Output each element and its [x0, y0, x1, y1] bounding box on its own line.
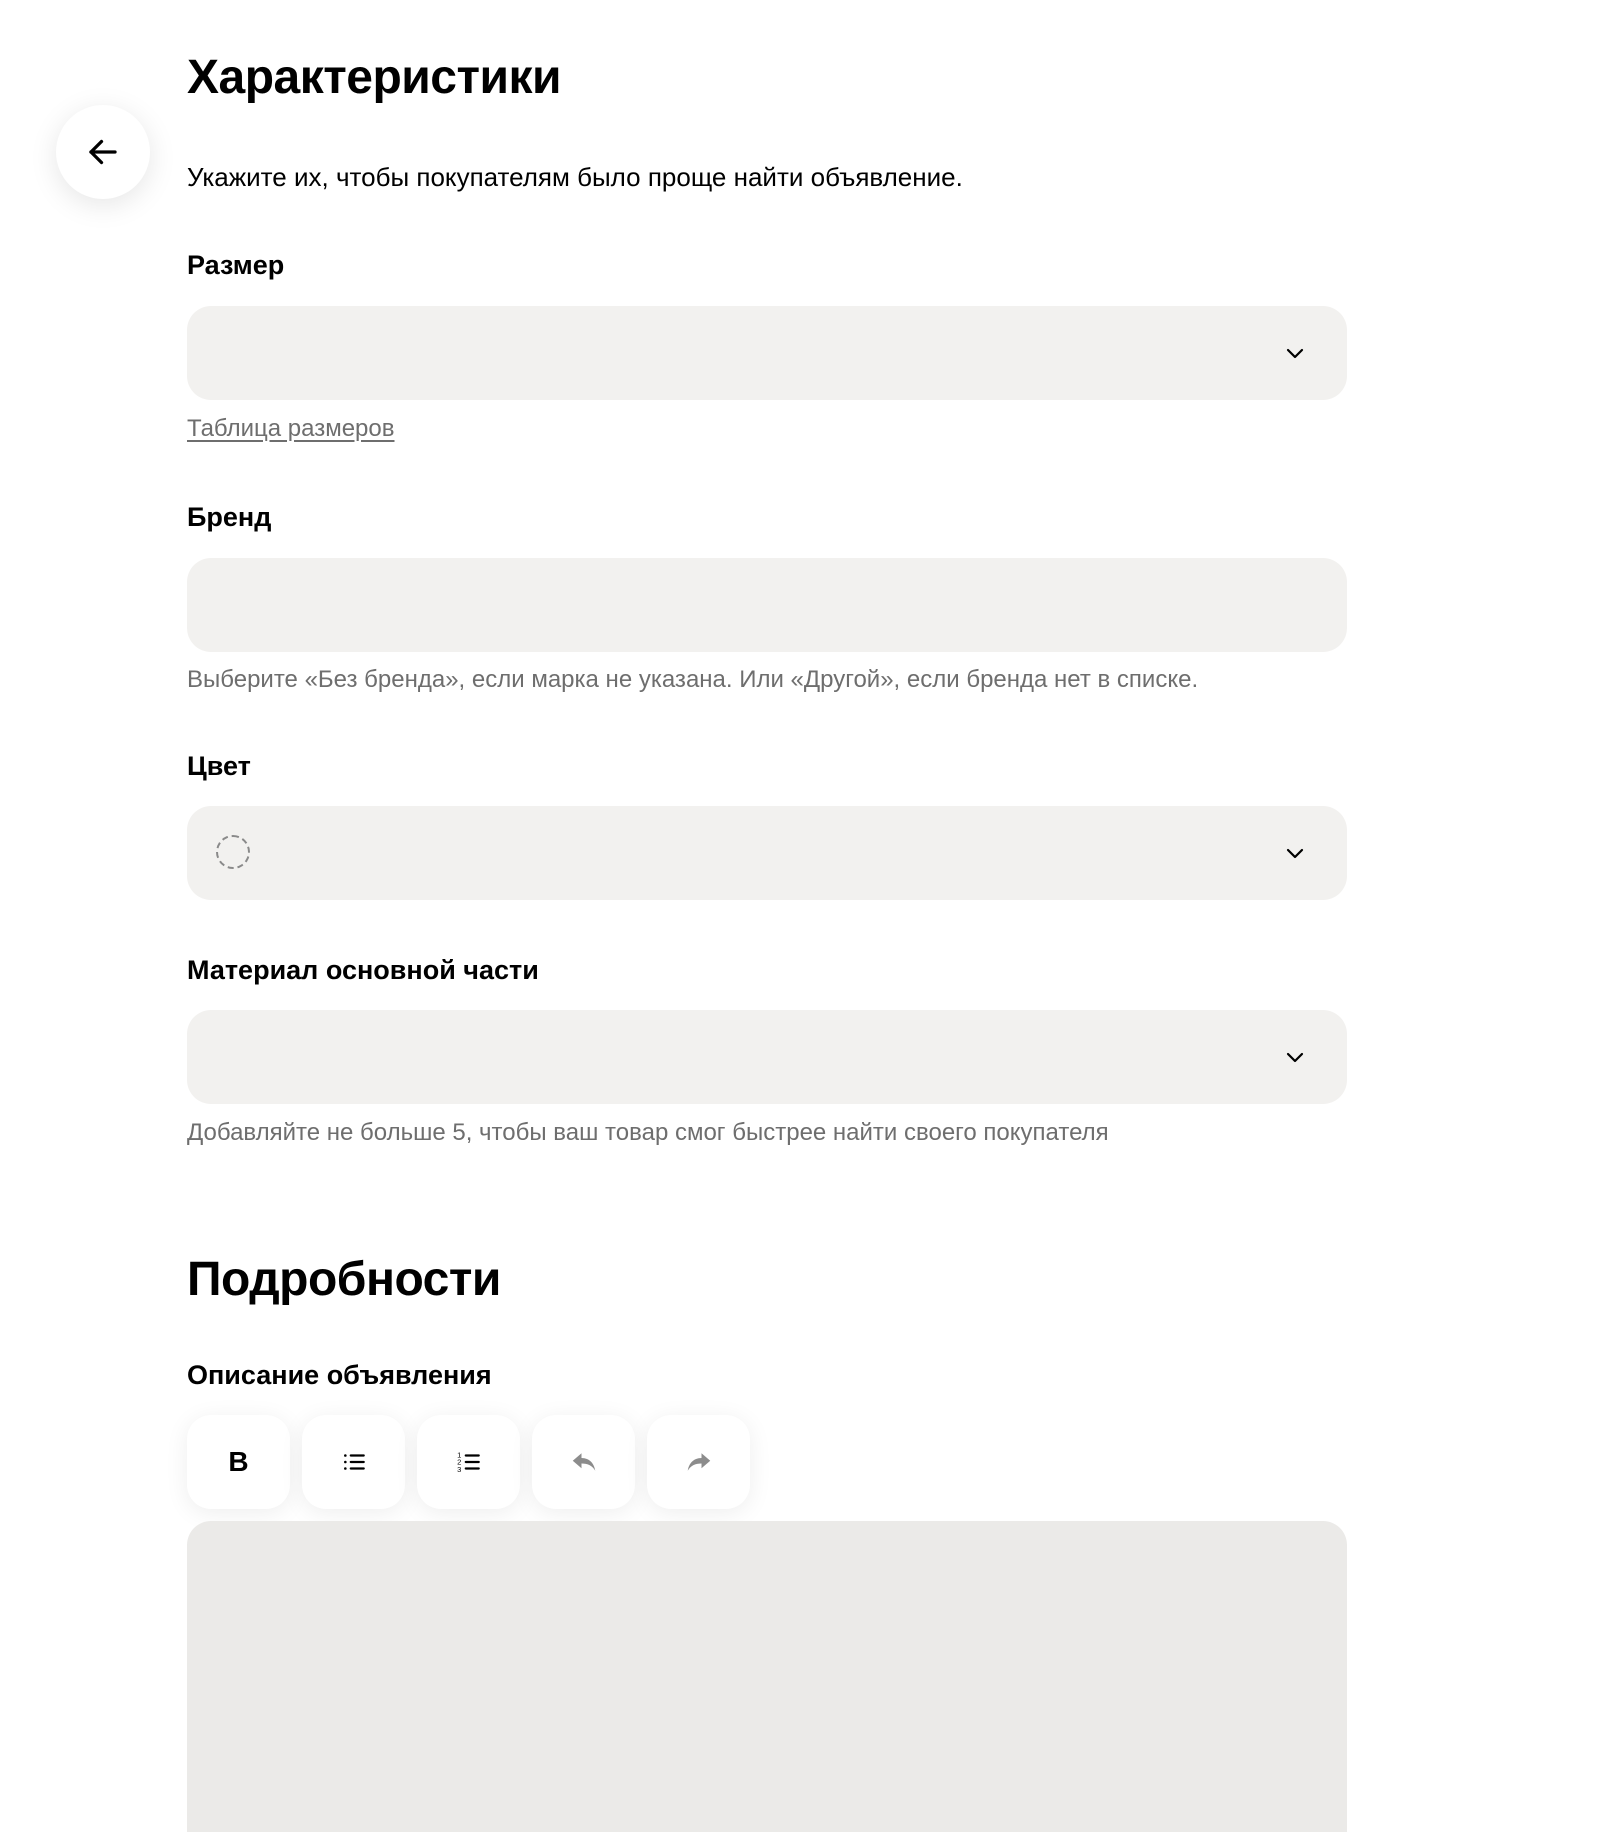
- size-chart-link[interactable]: Таблица размеров: [187, 415, 395, 442]
- bold-icon: B: [228, 1446, 249, 1477]
- chevron-down-icon: [1283, 1045, 1307, 1069]
- material-select[interactable]: [187, 1010, 1347, 1104]
- numbered-list-icon: [456, 1449, 482, 1475]
- bold-button[interactable]: [187, 1415, 290, 1509]
- brand-hint: Выберите «Без бренда», если марка не указана. Или «Другой», если бренда нет в списке.: [187, 666, 1199, 693]
- undo-button[interactable]: [532, 1415, 635, 1509]
- material-hint: Добавляйте не больше 5, чтобы ваш товар смог быстрее найти своего покупателя: [187, 1119, 1109, 1146]
- redo-icon: [684, 1447, 714, 1477]
- chevron-down-icon: [1283, 841, 1307, 865]
- undo-icon: [569, 1447, 599, 1477]
- characteristics-subtitle: Укажите их, чтобы покупателям было проще найти объявление.: [187, 162, 963, 192]
- arrow-left-icon: [85, 134, 121, 170]
- size-label: Размер: [187, 250, 285, 280]
- color-swatch-empty-icon: [216, 835, 250, 869]
- bullet-list-button[interactable]: [302, 1415, 405, 1509]
- bullet-list-icon: [341, 1449, 367, 1475]
- size-select[interactable]: [187, 306, 1347, 400]
- characteristics-title: Характеристики: [187, 51, 562, 104]
- brand-input[interactable]: [187, 558, 1347, 652]
- back-button[interactable]: [56, 105, 150, 199]
- numbered-list-button[interactable]: [417, 1415, 520, 1509]
- svg-text:1: 1: [456, 1450, 461, 1460]
- svg-text:3: 3: [456, 1464, 461, 1474]
- details-title: Подробности: [187, 1253, 501, 1306]
- color-select[interactable]: [187, 806, 1347, 900]
- color-label: Цвет: [187, 751, 251, 781]
- svg-text:2: 2: [456, 1457, 461, 1467]
- material-label: Материал основной части: [187, 955, 539, 985]
- brand-field[interactable]: [187, 558, 1347, 652]
- description-label: Описание объявления: [187, 1360, 492, 1390]
- description-editor[interactable]: [187, 1521, 1347, 1832]
- brand-label: Бренд: [187, 502, 272, 532]
- chevron-down-icon: [1283, 341, 1307, 365]
- redo-button[interactable]: [647, 1415, 750, 1509]
